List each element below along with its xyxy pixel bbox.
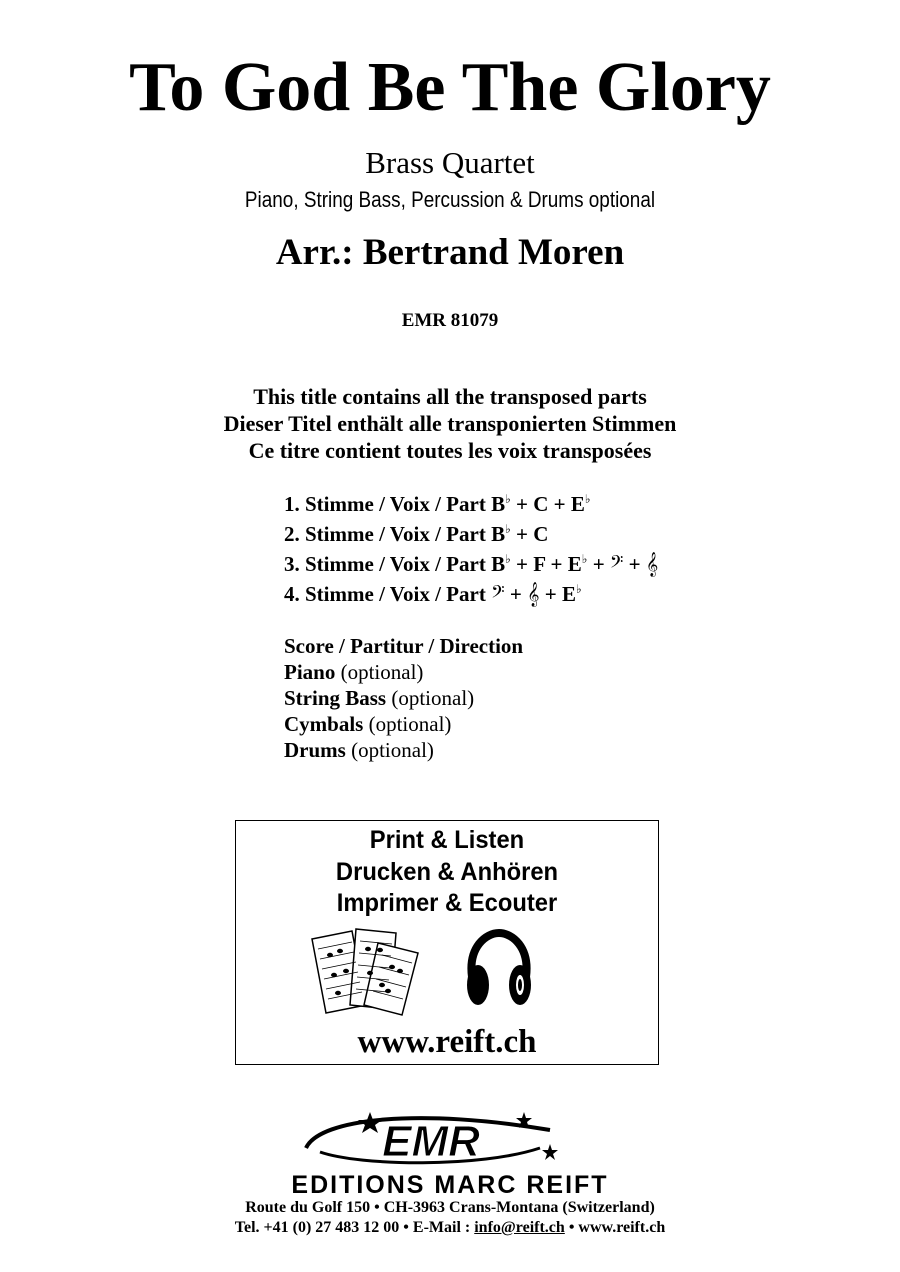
part-label: Stimme / Voix / Part	[305, 582, 486, 606]
promo-line-french: Imprimer & Ecouter	[336, 889, 558, 917]
plus-sign: +	[509, 582, 522, 606]
promo-line-english: Print & Listen	[369, 826, 525, 854]
optional-label: (optional)	[391, 686, 475, 710]
catalog-number: EMR 81079	[401, 310, 499, 331]
arranger: Arr.: Bertrand Moren	[275, 232, 625, 273]
part-label: Stimme / Voix / Part	[305, 522, 486, 546]
contents-score: Score / Partitur / Direction	[284, 634, 524, 658]
sheet-music-icon	[308, 925, 423, 1017]
part-number: 4.	[284, 582, 300, 606]
instrumentation: Piano, String Bass, Percussion & Drums optional	[244, 187, 656, 212]
item-label: String Bass	[284, 686, 387, 710]
key-b: B	[491, 552, 506, 576]
key-b: B	[491, 492, 506, 516]
svg-text:EMR: EMR	[382, 1117, 480, 1166]
email-link[interactable]: info@reift.ch	[474, 1219, 565, 1236]
emr-logo	[300, 1108, 562, 1172]
part-number: 2.	[284, 522, 300, 546]
contents-string-bass	[284, 685, 474, 711]
treble-clef-icon: 𝄞	[645, 552, 659, 576]
flat-sign: ♭	[505, 522, 511, 536]
contents-cymbals	[284, 711, 451, 737]
promo-line-german: Drucken & Anhören	[335, 858, 559, 886]
flat-sign: ♭	[581, 552, 588, 566]
note-german: Dieser Titel enthält alle transponierten Stimmen	[223, 411, 677, 436]
publisher-address: Route du Golf 150 • CH-3963 Crans-Montana (Switzerland)	[245, 1199, 655, 1216]
part-number: 3.	[284, 552, 300, 576]
key-c: + C	[516, 522, 549, 546]
key-e: + E	[544, 582, 576, 606]
publisher-name: EDITIONS MARC REIFT	[291, 1171, 609, 1199]
website: • www.reift.ch	[564, 1219, 666, 1236]
plus-sign: +	[628, 552, 641, 576]
optional-label: (optional)	[340, 660, 424, 684]
key-f-e: + F + E	[516, 552, 582, 576]
plus-sign: +	[592, 552, 605, 576]
telephone: Tel. +41 (0) 27 483 12 00 • E-Mail :	[234, 1219, 475, 1236]
bass-clef-icon: 𝄢	[609, 552, 624, 576]
headphones-icon	[464, 929, 534, 1011]
part-number: 1.	[284, 492, 300, 516]
part-label: Stimme / Voix / Part	[305, 552, 486, 576]
contents-piano	[284, 659, 423, 685]
part-1	[284, 486, 591, 517]
part-3	[284, 546, 658, 577]
flat-sign: ♭	[505, 552, 511, 566]
flat-sign: ♭	[584, 492, 591, 506]
optional-label: (optional)	[368, 712, 452, 736]
promo-url[interactable]: www.reift.ch	[357, 1024, 537, 1060]
treble-clef-icon: 𝄞	[527, 582, 540, 606]
note-english: This title contains all the transposed parts	[253, 384, 647, 409]
item-label: Cymbals	[284, 712, 364, 736]
bass-clef-icon: 𝄢	[491, 582, 505, 606]
note-french: Ce titre contient toutes les voix transposées	[248, 438, 652, 463]
contents-drums	[284, 737, 434, 763]
optional-label: (optional)	[351, 738, 434, 762]
subtitle: Brass Quartet	[365, 145, 535, 180]
print-listen-box	[235, 820, 659, 1065]
key-c-e: + C + E	[516, 492, 585, 516]
part-2	[284, 516, 548, 547]
page-title: To God Be The Glory	[129, 49, 771, 126]
flat-sign: ♭	[505, 492, 511, 506]
item-label: Piano	[284, 660, 336, 684]
flat-sign: ♭	[575, 582, 582, 596]
part-label: Stimme / Voix / Part	[305, 492, 486, 516]
item-label: Drums	[284, 738, 346, 762]
key-b: B	[491, 522, 506, 546]
publisher-contact	[0, 1218, 900, 1238]
part-4	[284, 576, 582, 607]
